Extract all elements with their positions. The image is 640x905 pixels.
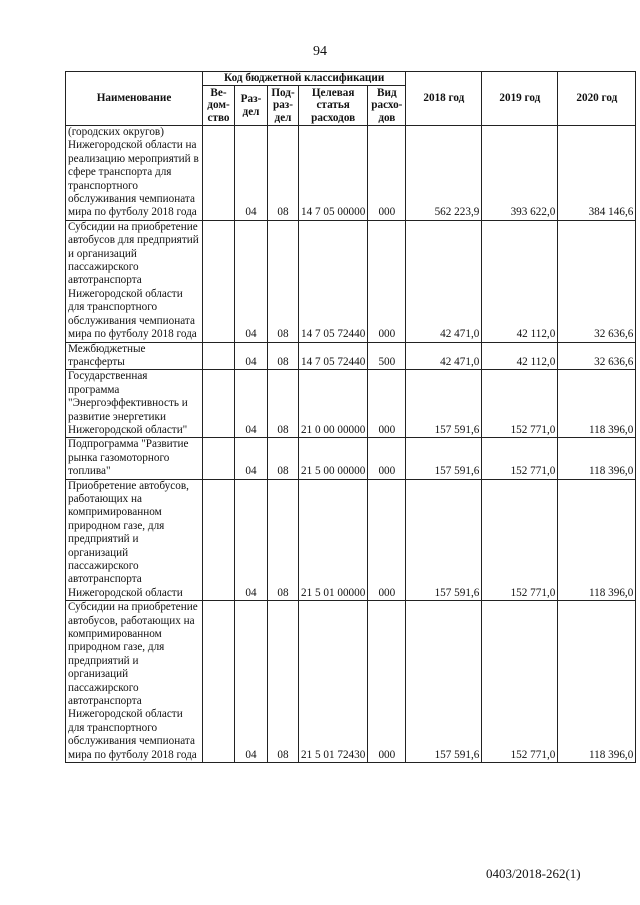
row-2020: 32 636,6 <box>558 342 636 370</box>
header-podrazdel: Под- раз- дел <box>268 86 299 126</box>
row-vid: 000 <box>368 220 406 342</box>
document-code: 0403/2018-262(1) <box>486 866 581 881</box>
row-ved <box>203 370 235 438</box>
row-razdel: 04 <box>235 126 268 221</box>
row-2020: 118 396,0 <box>558 479 636 601</box>
row-ved <box>203 342 235 370</box>
table-row <box>66 126 636 221</box>
row-ved <box>203 438 235 479</box>
page-number: 94 <box>313 44 327 59</box>
row-razdel: 04 <box>235 342 268 370</box>
row-2020: 384 146,6 <box>558 126 636 221</box>
table-row <box>66 342 636 370</box>
row-2020: 118 396,0 <box>558 601 636 763</box>
row-celevaya: 14 7 05 72440 <box>299 220 368 342</box>
row-ved <box>203 479 235 601</box>
row-name: Субсидии на приобретение автобусов для предприятий и организаций пассажирского автотранспорта Нижегородской области для транспортного обслуживания чемпионата мира по футболу 2018 года <box>66 220 203 342</box>
header-code-group: Код бюджетной классификации <box>203 72 406 86</box>
row-2018: 562 223,9 <box>406 126 482 221</box>
row-ved <box>203 126 235 221</box>
header-2020: 2020 год <box>558 72 636 126</box>
row-2020: 118 396,0 <box>558 438 636 479</box>
row-2019: 152 771,0 <box>482 438 558 479</box>
row-2019: 152 771,0 <box>482 370 558 438</box>
row-name: Государственная программа "Энергоэффективность и развитие энергетики Нижегородской области" <box>66 370 203 438</box>
row-vid: 000 <box>368 479 406 601</box>
row-vid: 000 <box>368 438 406 479</box>
row-2019: 152 771,0 <box>482 479 558 601</box>
table-row <box>66 438 636 479</box>
header-razdel: Раз- дел <box>235 86 268 126</box>
row-name: Субсидии на приобретение автобусов, работающих на компримированном природном газе, для предприятий и организаций пассажирского автотранспорта Нижегородской области для транспортного обслуживания чемпионата мира по футболу 2018 года <box>66 601 203 763</box>
row-2020: 32 636,6 <box>558 220 636 342</box>
table-row <box>66 601 636 763</box>
header-vedomstvo: Ве- дом- ство <box>203 86 235 126</box>
row-podrazdel: 08 <box>268 601 299 763</box>
row-celevaya: 21 5 01 72430 <box>299 601 368 763</box>
budget-table <box>65 71 636 763</box>
row-2018: 157 591,6 <box>406 479 482 601</box>
row-ved <box>203 601 235 763</box>
row-2019: 42 112,0 <box>482 220 558 342</box>
row-name: Межбюджетные трансферты <box>66 342 203 370</box>
row-vid: 500 <box>368 342 406 370</box>
row-podrazdel: 08 <box>268 220 299 342</box>
row-razdel: 04 <box>235 479 268 601</box>
row-2018: 157 591,6 <box>406 601 482 763</box>
row-razdel: 04 <box>235 370 268 438</box>
row-celevaya: 14 7 05 72440 <box>299 342 368 370</box>
row-razdel: 04 <box>235 601 268 763</box>
table-row <box>66 220 636 342</box>
row-name: Приобретение автобусов, работающих на компримированном природном газе, для предприятий и организаций пассажирского автотранспорта Нижегородской области <box>66 479 203 601</box>
row-vid: 000 <box>368 126 406 221</box>
row-celevaya: 21 5 01 00000 <box>299 479 368 601</box>
row-2020: 118 396,0 <box>558 370 636 438</box>
row-2018: 42 471,0 <box>406 220 482 342</box>
row-podrazdel: 08 <box>268 370 299 438</box>
header-celevaya: Целевая статья расходов <box>299 86 368 126</box>
row-vid: 000 <box>368 370 406 438</box>
row-2019: 393 622,0 <box>482 126 558 221</box>
row-podrazdel: 08 <box>268 126 299 221</box>
table-row <box>66 479 636 601</box>
row-celevaya: 21 0 00 00000 <box>299 370 368 438</box>
row-2019: 152 771,0 <box>482 601 558 763</box>
row-celevaya: 14 7 05 00000 <box>299 126 368 221</box>
row-name: Подпрограмма "Развитие рынка газомоторного топлива" <box>66 438 203 479</box>
header-2018: 2018 год <box>406 72 482 126</box>
row-name: (городских округов) Нижегородской области на реализацию мероприятий в сфере транспорта для транспортного обслуживания чемпионата мира по футболу 2018 года <box>66 126 203 221</box>
row-2018: 157 591,6 <box>406 438 482 479</box>
row-2019: 42 112,0 <box>482 342 558 370</box>
header-2019: 2019 год <box>482 72 558 126</box>
row-vid: 000 <box>368 601 406 763</box>
row-razdel: 04 <box>235 438 268 479</box>
row-ved <box>203 220 235 342</box>
header-vid: Вид расхо- дов <box>368 86 406 126</box>
row-podrazdel: 08 <box>268 438 299 479</box>
row-2018: 157 591,6 <box>406 370 482 438</box>
table-row <box>66 370 636 438</box>
row-2018: 42 471,0 <box>406 342 482 370</box>
row-podrazdel: 08 <box>268 479 299 601</box>
row-razdel: 04 <box>235 220 268 342</box>
row-podrazdel: 08 <box>268 342 299 370</box>
header-name: Наименование <box>66 72 203 126</box>
row-celevaya: 21 5 00 00000 <box>299 438 368 479</box>
